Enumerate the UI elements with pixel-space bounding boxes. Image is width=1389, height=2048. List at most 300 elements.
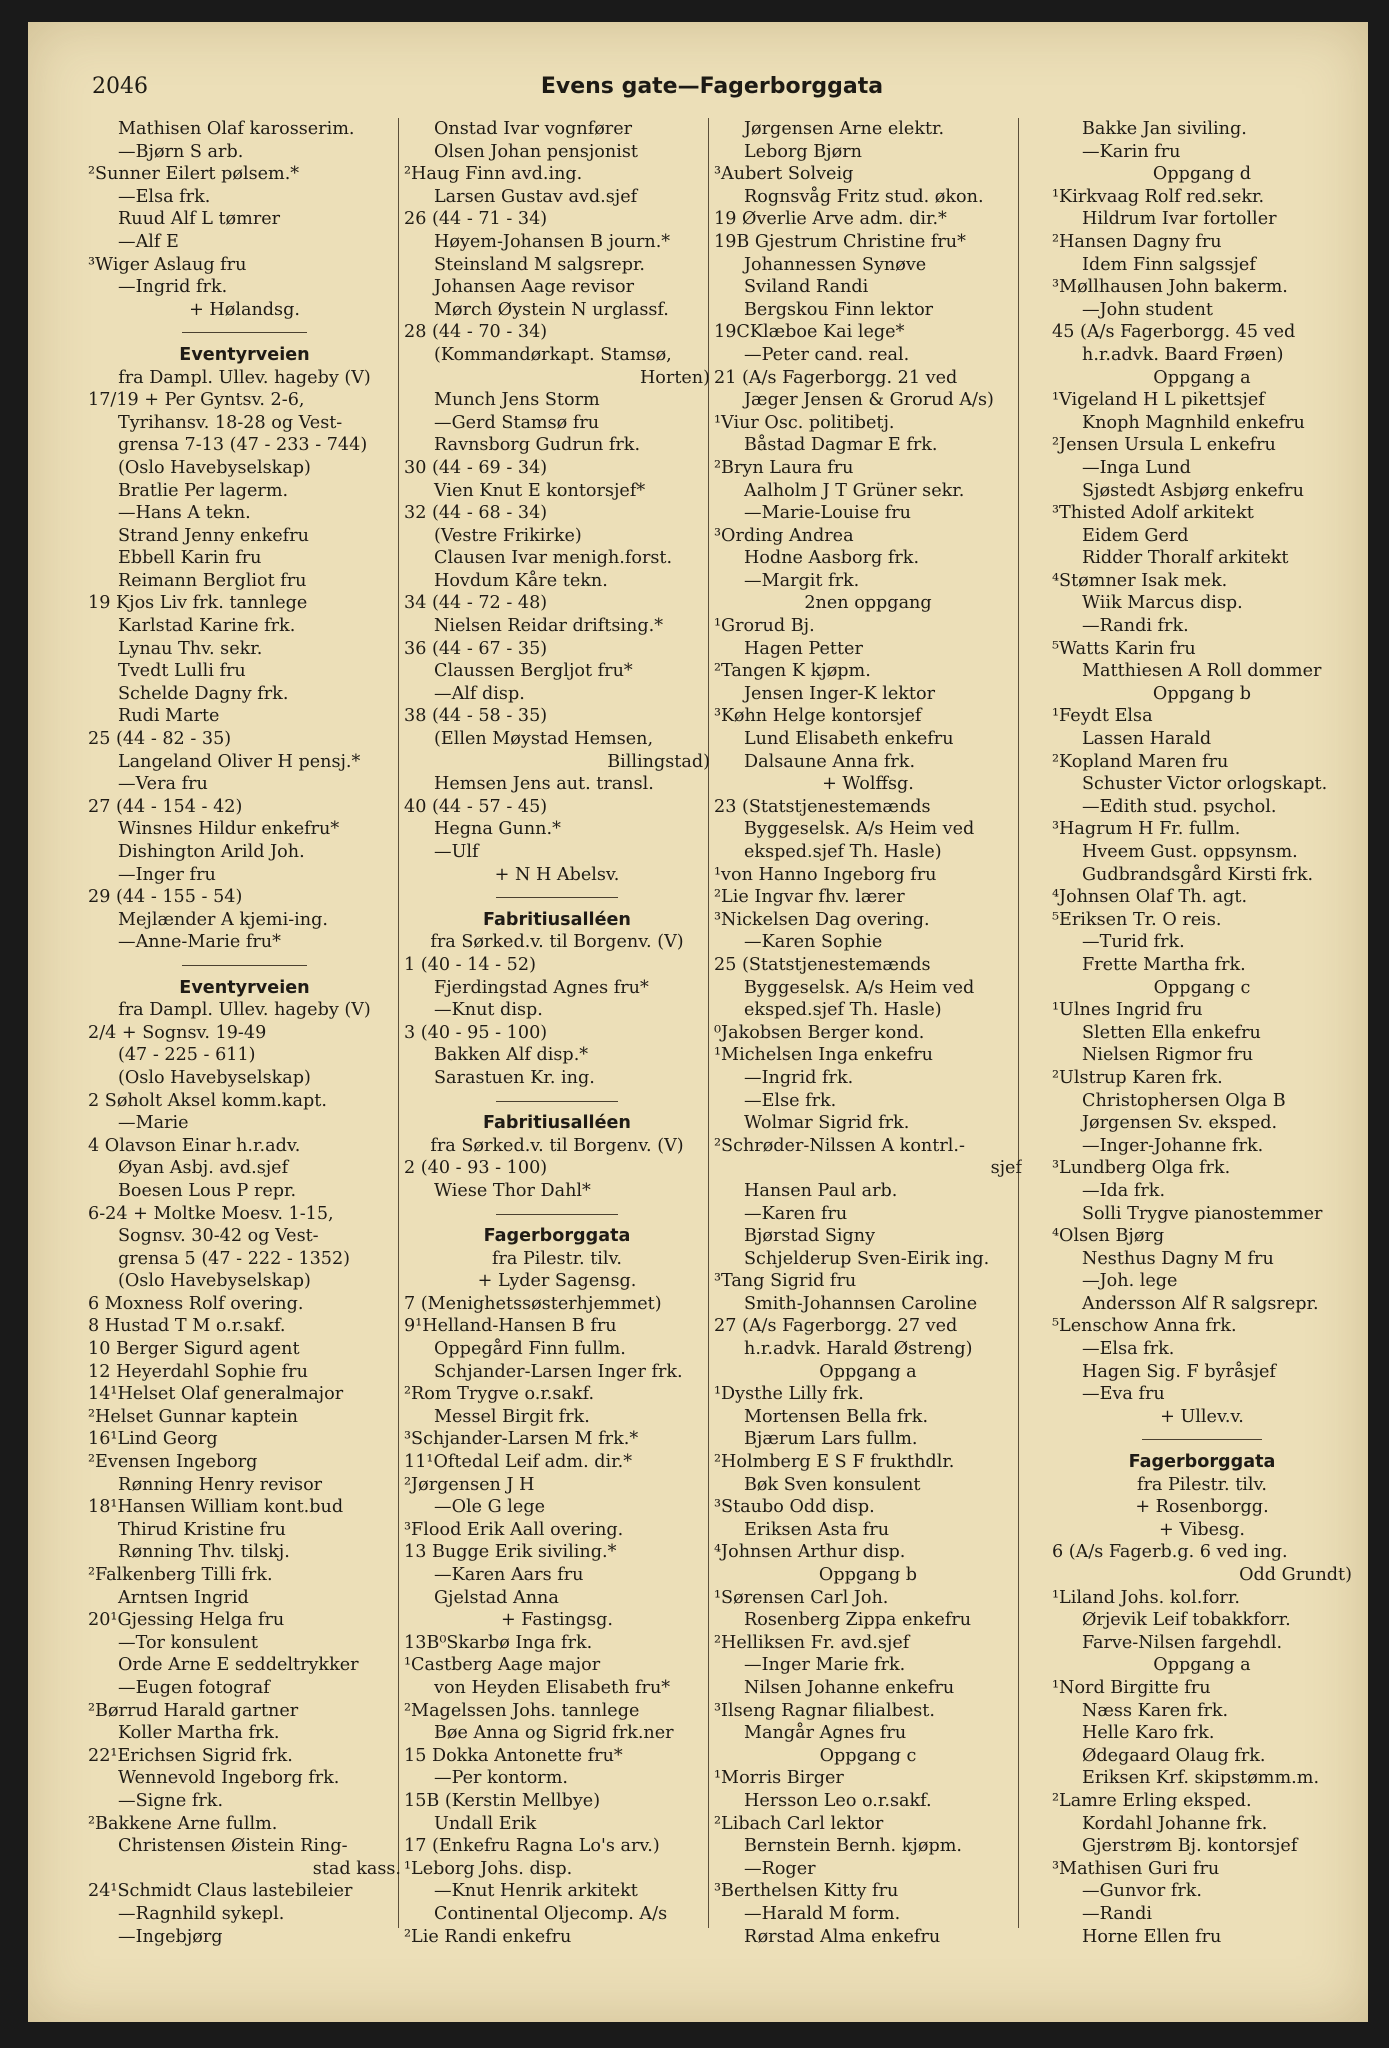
directory-entry: —Gunvor frk. — [1082, 1881, 1203, 1902]
directory-entry: Bøk Sven konsulent — [744, 1474, 921, 1495]
section-divider — [404, 886, 710, 909]
directory-entry: ¹Feydt Elsa — [1052, 706, 1153, 727]
directory-entry: ⁴Johnsen Arthur disp. — [714, 1542, 906, 1563]
directory-entry: 19 Kjos Liv frk. tannlege — [88, 593, 308, 614]
directory-entry: —Ingebjørg — [118, 1926, 223, 1947]
directory-entry: Solli Trygve pianostemmer — [1082, 1203, 1323, 1224]
directory-entry: + Vibesg. — [1159, 1519, 1245, 1540]
directory-entry: —Ingrid frk. — [744, 1067, 854, 1088]
directory-entry: ²Helliksen Fr. avd.sjef — [714, 1632, 910, 1653]
directory-entry: —Bjørn S arb. — [118, 141, 244, 162]
directory-entry: 10 Berger Sigurd agent — [88, 1339, 300, 1360]
directory-entry: h.r.advk. Harald Østreng) — [744, 1339, 973, 1360]
directory-entry: 45 (A/s Fagerborgg. 45 ved — [1052, 322, 1296, 343]
directory-entry: ²Ulstrup Karen frk. — [1052, 1067, 1223, 1088]
directory-entry: eksped.sjef Th. Hasle) — [744, 1000, 942, 1021]
directory-entry: Bratlie Per lagerm. — [118, 480, 289, 501]
directory-entry: Koller Martha frk. — [118, 1723, 280, 1744]
directory-entry: Claussen Bergljot fru* — [434, 661, 633, 682]
directory-entry: 13B⁰Skarbø Inga frk. — [404, 1632, 593, 1653]
section-divider — [88, 954, 401, 977]
directory-entry: ³Berthelsen Kitty fru — [714, 1881, 899, 1902]
directory-entry: Hansen Paul arb. — [744, 1180, 898, 1201]
directory-entry: ¹Dysthe Lilly frk. — [714, 1384, 864, 1405]
street-heading: Fabritiusalléen — [483, 909, 631, 930]
directory-entry: —Ingrid frk. — [118, 277, 228, 298]
directory-entry: ²Tangen K kjøpm. — [714, 661, 871, 682]
directory-entry: ²Jørgensen J H — [404, 1474, 535, 1495]
directory-entry: Continental Oljecomp. A/s — [434, 1903, 668, 1924]
directory-entry: + Lyder Sagensg. — [477, 1271, 637, 1292]
directory-entry: —Karen Aars fru — [434, 1565, 584, 1585]
directory-entry: 6 (A/s Fagerb.g. 6 ved ing. — [1052, 1542, 1288, 1563]
directory-entry: ¹Kirkvaag Rolf red.sekr. — [1052, 186, 1265, 207]
directory-entry: Mathisen Olaf karosserim. — [118, 119, 355, 139]
directory-entry: —Peter cand. real. — [744, 344, 910, 365]
directory-entry: Nilsen Johanne enkefru — [744, 1677, 955, 1698]
directory-entry: ¹Castberg Aage major — [404, 1655, 601, 1676]
directory-entry: —Eugen fotograf — [118, 1677, 270, 1698]
directory-entry: Karlstad Karine frk. — [118, 616, 296, 637]
directory-entry: h.r.advk. Baard Frøen) — [1082, 344, 1284, 365]
directory-entry: 22¹Erichsen Sigrid frk. — [88, 1745, 293, 1766]
directory-entry: fra Dampl. Ullev. hageby (V) — [118, 1000, 371, 1021]
directory-entry: ²Sunner Eilert pølsem.* — [88, 164, 300, 185]
directory-entry: 20¹Gjessing Helga fru — [88, 1610, 285, 1631]
directory-entry: Rønning Thv. tilskj. — [118, 1542, 290, 1563]
directory-entry: ²Falkenberg Tilli frk. — [88, 1565, 273, 1585]
directory-entry: Schjander-Larsen Inger frk. — [434, 1361, 683, 1382]
directory-entry: Oppgang c — [819, 1745, 917, 1766]
directory-entry: ²Lie Ingvar fhv. lærer — [714, 887, 905, 908]
directory-entry: ²Jensen Ursula L enkefru — [1052, 435, 1276, 456]
directory-entry: 6 Moxness Rolf overing. — [88, 1293, 304, 1314]
directory-entry: ¹Vigeland H L pikettsjef — [1052, 390, 1265, 411]
directory-entry: 8 Hustad T M o.r.sakf. — [88, 1316, 286, 1337]
directory-entry: Orde Arne E seddeltrykker — [118, 1655, 359, 1676]
directory-entry: ²Evensen Ingeborg — [88, 1452, 258, 1473]
directory-entry: ¹Michelsen Inga enkefru — [714, 1045, 933, 1066]
directory-entry: 6-24 + Moltke Moesv. 1-15, — [88, 1203, 334, 1224]
directory-entry: 27 (44 - 154 - 42) — [88, 796, 243, 817]
section-divider — [1052, 1428, 1352, 1451]
directory-entry: 11¹Oftedal Leif adm. dir.* — [404, 1452, 633, 1473]
directory-entry: Oppgang a — [1153, 1655, 1251, 1676]
directory-entry: Christensen Øistein Ring- — [118, 1836, 348, 1857]
directory-entry: ²Lamre Erling eksped. — [1052, 1790, 1252, 1811]
directory-entry: Nielsen Reidar driftsing.* — [434, 616, 663, 637]
directory-entry: ¹Sørensen Carl Joh. — [714, 1587, 889, 1608]
directory-entry: Hagen Sig. F byråsjef — [1082, 1361, 1276, 1382]
directory-entry: Tvedt Lulli fru — [118, 661, 246, 682]
directory-entry: 40 (44 - 57 - 45) — [404, 796, 548, 817]
directory-entry: —Elsa frk. — [118, 186, 211, 207]
directory-entry: ³Ilseng Ragnar filialbest. — [714, 1700, 935, 1721]
directory-entry: ²Holmberg E S F frukthdlr. — [714, 1452, 955, 1473]
directory-entry: (Oslo Havebyselskap) — [118, 1067, 311, 1088]
directory-entry: —Gerd Stamsø fru — [434, 412, 600, 433]
directory-entry: Sletten Ella enkefru — [1082, 1022, 1261, 1043]
directory-entry: 2nen oppgang — [804, 593, 932, 614]
directory-entry: ²Bakkene Arne fullm. — [88, 1813, 278, 1834]
directory-entry: 36 (44 - 67 - 35) — [404, 638, 548, 659]
directory-entry: ²Bryn Laura fru — [714, 457, 854, 478]
directory-entry: ¹Viur Osc. politibetj. — [714, 412, 895, 433]
directory-entry: Rudi Marte — [118, 706, 220, 727]
directory-entry: Hildrum Ivar fortoller — [1082, 209, 1277, 230]
directory-entry: fra Pilestr. tilv. — [491, 1248, 623, 1269]
directory-entry: Gjelstad Anna — [434, 1587, 559, 1608]
directory-entry: Gudbrandsgård Kirsti frk. — [1082, 864, 1314, 885]
directory-entry: Messel Birgit frk. — [434, 1406, 590, 1427]
directory-entry: 19B Gjestrum Christine fru* — [714, 231, 966, 252]
directory-entry: (Oslo Havebyselskap) — [118, 1271, 311, 1292]
directory-entry: Hagen Petter — [744, 638, 863, 659]
directory-entry: Wiik Marcus disp. — [1082, 593, 1243, 614]
directory-entry: ²Magelssen Johs. tannlege — [404, 1700, 640, 1721]
directory-entry: ²Lie Randi enkefru — [404, 1926, 572, 1947]
directory-entry: —Ragnhild sykepl. — [118, 1903, 285, 1924]
directory-entry: Nielsen Rigmor fru — [1082, 1045, 1254, 1066]
directory-entry: + Ullev.v. — [1160, 1406, 1244, 1427]
directory-column-4 — [1052, 118, 1352, 1948]
directory-entry: 17/19 + Per Gyntsv. 2-6, — [88, 390, 305, 411]
directory-entry: ³Køhn Helge kontorsjef — [714, 706, 922, 727]
directory-entry: Matthiesen A Roll dommer — [1082, 661, 1322, 682]
directory-entry: —Knut Henrik arkitekt — [434, 1881, 638, 1902]
directory-entry: Mørch Øystein N urglassf. — [434, 299, 669, 320]
directory-entry: ³Møllhausen John bakerm. — [1052, 277, 1288, 298]
directory-entry: grensa 7-13 (47 - 233 - 744) — [118, 435, 368, 456]
directory-entry: Sviland Randi — [744, 277, 869, 298]
directory-entry: Mejlænder A kjemi-ing. — [118, 909, 328, 930]
directory-entry: —Joh. lege — [1082, 1271, 1178, 1292]
directory-entry: Steinsland M salgsrepr. — [434, 254, 646, 275]
directory-entry: Clausen Ivar menigh.forst. — [434, 548, 673, 569]
directory-entry: 32 (44 - 68 - 34) — [404, 503, 548, 524]
directory-entry: Rosenberg Zippa enkefru — [744, 1610, 972, 1631]
directory-entry: Nesthus Dagny M fru — [1082, 1248, 1274, 1269]
directory-entry: —Inger-Johanne frk. — [1082, 1135, 1264, 1156]
directory-entry: 3 (40 - 95 - 100) — [404, 1022, 548, 1043]
directory-entry: 38 (44 - 58 - 35) — [404, 706, 548, 727]
directory-entry: ¹von Hanno Ingeborg fru — [714, 864, 937, 885]
directory-entry: Eriksen Asta fru — [744, 1519, 890, 1540]
directory-entry: ³Thisted Adolf arkitekt — [1052, 503, 1254, 524]
directory-entry: Helle Karo frk. — [1082, 1723, 1215, 1744]
directory-entry: —Elsa frk. — [1082, 1339, 1175, 1360]
directory-entry: ²Haug Finn avd.ing. — [404, 164, 583, 185]
directory-entry: ⁵Watts Karin fru — [1052, 638, 1196, 659]
directory-entry: —Roger — [744, 1858, 816, 1879]
directory-entry: —Marie — [118, 1113, 189, 1134]
directory-entry: —Karen fru — [744, 1203, 848, 1224]
directory-entry: ⁴Olsen Bjørg — [1052, 1226, 1165, 1247]
directory-entry: —Vera fru — [118, 774, 208, 795]
directory-entry: + Wolffsg. — [822, 774, 914, 795]
directory-entry: 21 (A/s Fagerborgg. 21 ved — [714, 367, 958, 388]
directory-entry: Hveem Gust. oppsynsm. — [1082, 842, 1298, 862]
section-divider — [404, 1203, 710, 1226]
directory-entry: ³Schjander-Larsen M frk.* — [404, 1429, 639, 1450]
directory-entry: Ørjevik Leif tobakkforr. — [1082, 1610, 1291, 1631]
directory-entry: 30 (44 - 69 - 34) — [404, 457, 548, 478]
directory-entry: 1 (40 - 14 - 52) — [404, 954, 536, 975]
directory-entry: Dishington Arild Joh. — [118, 842, 305, 862]
directory-entry: —Randi frk. — [1082, 616, 1189, 637]
directory-entry: Oppgang b — [1152, 683, 1252, 704]
directory-entry: —John student — [1082, 299, 1213, 320]
directory-entry: Andersson Alf R salgsrepr. — [1082, 1293, 1319, 1314]
directory-entry: Winsnes Hildur enkefru* — [118, 819, 340, 840]
directory-entry: —Knut disp. — [434, 1000, 543, 1021]
directory-entry: Smith-Johannsen Caroline — [744, 1293, 978, 1314]
directory-entry: (Oslo Havebyselskap) — [118, 457, 311, 478]
directory-entry: Gjerstrøm Bj. kontorsjef — [1082, 1836, 1298, 1857]
directory-entry: ¹Grorud Bj. — [714, 616, 815, 637]
directory-entry: 14¹Helset Olaf generalmajor — [88, 1384, 344, 1405]
directory-entry: Oppgang d — [1152, 164, 1252, 185]
directory-entry: —Edith stud. psychol. — [1082, 796, 1277, 817]
directory-entry: Eidem Gerd — [1082, 525, 1189, 546]
directory-entry: Oppgang a — [819, 1361, 917, 1382]
directory-entry: ²Rom Trygve o.r.sakf. — [404, 1384, 595, 1405]
directory-entry: Rønning Henry revisor — [118, 1474, 323, 1495]
directory-entry: Strand Jenny enkefru — [118, 525, 309, 546]
street-heading: Fagerborggata — [483, 1226, 631, 1247]
directory-entry: ¹Leborg Johs. disp. — [404, 1858, 573, 1879]
directory-entry: Næss Karen frk. — [1082, 1700, 1229, 1721]
directory-entry: Olsen Johan pensjonist — [434, 141, 638, 162]
directory-entry: Eriksen Krf. skipstømm.m. — [1082, 1768, 1320, 1789]
directory-entry: ¹Liland Johs. kol.forr. — [1052, 1587, 1240, 1608]
directory-entry: —Ole G lege — [434, 1497, 546, 1518]
directory-entry: (Vestre Frikirke) — [434, 525, 582, 546]
directory-entry: Jæger Jensen & Grorud A/s) — [744, 390, 994, 411]
directory-entry: stad kass. — [312, 1858, 401, 1879]
directory-entry: Høyem-Johansen B journ.* — [434, 231, 671, 252]
directory-entry: Oppgang b — [818, 1565, 918, 1585]
directory-entry: 4 Olavson Einar h.r.adv. — [88, 1135, 301, 1156]
directory-entry: Byggeselsk. A/s Heim ved — [744, 977, 975, 998]
directory-entry: fra Sørked.v. til Borgenv. (V) — [430, 1135, 684, 1156]
directory-entry: Lynau Thv. sekr. — [118, 638, 263, 659]
directory-entry: —Alf E — [118, 231, 179, 252]
directory-entry: 15 Dokka Antonette fru* — [404, 1745, 623, 1766]
directory-entry: Oppgang a — [1153, 367, 1251, 388]
directory-entry: —Harald M form. — [744, 1903, 901, 1924]
directory-entry: + N H Abelsv. — [494, 864, 620, 885]
directory-entry: fra Dampl. Ullev. hageby (V) — [118, 367, 371, 388]
directory-entry: ²Børrud Harald gartner — [88, 1700, 299, 1721]
directory-entry: ¹Morris Birger — [714, 1768, 844, 1789]
directory-entry: Øyan Asbj. avd.sjef — [118, 1158, 289, 1179]
directory-entry: Oppegård Finn fullm. — [434, 1339, 626, 1360]
directory-entry: Aalholm J T Grüner sekr. — [744, 480, 965, 501]
directory-entry: —Signe frk. — [118, 1790, 224, 1811]
directory-entry: Bergskou Finn lektor — [744, 299, 934, 320]
directory-entry: —Karen Sophie — [744, 932, 883, 953]
directory-entry: ²Kopland Maren fru — [1052, 751, 1229, 772]
directory-entry: Schelde Dagny frk. — [118, 683, 289, 704]
directory-entry: 26 (44 - 71 - 34) — [404, 209, 548, 230]
directory-entry: Ødegaard Olaug frk. — [1082, 1745, 1266, 1766]
section-divider — [88, 321, 401, 344]
page-title: Evens gate—Fagerborggata — [540, 74, 884, 99]
directory-entry: Johannessen Synøve — [744, 254, 927, 275]
directory-entry: ³Aubert Solveig — [714, 164, 854, 185]
directory-entry: Hemsen Jens aut. transl. — [434, 774, 654, 795]
directory-entry: ³Flood Erik Aall overing. — [404, 1519, 624, 1540]
directory-entry: ⁵Lenschow Anna frk. — [1052, 1316, 1237, 1337]
directory-entry: ⁴Johnsen Olaf Th. agt. — [1052, 887, 1248, 908]
directory-entry: (Ellen Møystad Hemsen, — [434, 729, 654, 750]
directory-entry: ³Mathisen Guri fru — [1052, 1858, 1220, 1879]
directory-entry: Frette Martha frk. — [1082, 954, 1246, 975]
directory-entry: sjef — [990, 1158, 1022, 1179]
directory-entry: 19CKlæboe Kai lege* — [714, 322, 905, 343]
directory-entry: 13 Bugge Erik siviling.* — [404, 1542, 617, 1563]
directory-entry: Idem Finn salgssjef — [1082, 254, 1256, 275]
directory-entry: 2/4 + Sognsv. 19-49 — [88, 1022, 267, 1043]
directory-column-1 — [88, 118, 401, 1948]
directory-entry: ¹Nord Birgitte fru — [1052, 1677, 1211, 1698]
directory-entry: ³Tang Sigrid fru — [714, 1271, 857, 1292]
directory-entry: + Hølandsg. — [189, 299, 300, 320]
directory-entry: Wolmar Sigrid frk. — [744, 1113, 910, 1134]
directory-entry: Bøe Anna og Sigrid frk.ner — [434, 1723, 674, 1744]
directory-entry: Undall Erik — [434, 1813, 537, 1834]
directory-entry: Mangår Agnes fru — [744, 1723, 907, 1744]
directory-entry: Tyrihansv. 18-28 og Vest- — [118, 412, 343, 433]
directory-entry: —Else frk. — [744, 1090, 837, 1111]
directory-entry: 12 Heyerdahl Sophie fru — [88, 1361, 308, 1382]
directory-entry: Bakke Jan siviling. — [1082, 119, 1247, 139]
directory-entry: Båstad Dagmar E frk. — [744, 435, 938, 456]
directory-entry: 34 (44 - 72 - 48) — [404, 593, 548, 614]
directory-entry: —Hans A tekn. — [118, 503, 251, 524]
directory-entry: —Per kontorm. — [434, 1768, 568, 1789]
directory-entry: Mortensen Bella frk. — [744, 1406, 929, 1427]
directory-entry: —Margit frk. — [744, 570, 860, 591]
street-heading: Eventyrveien — [179, 344, 310, 365]
directory-entry: Schjelderup Sven-Eirik ing. — [744, 1248, 990, 1269]
directory-entry: Jørgensen Sv. eksped. — [1082, 1113, 1278, 1134]
directory-entry: ⁰Jakobsen Berger kond. — [714, 1022, 925, 1043]
directory-entry: Boesen Lous P repr. — [118, 1180, 297, 1201]
directory-entry: Jensen Inger-K lektor — [744, 683, 935, 704]
directory-entry: ³Hagrum H Fr. fullm. — [1052, 819, 1241, 840]
directory-entry: Hovdum Kåre tekn. — [434, 570, 608, 591]
directory-entry: (Kommandørkapt. Stamsø, — [434, 344, 672, 365]
directory-entry: eksped.sjef Th. Hasle) — [744, 842, 942, 862]
directory-entry: Vien Knut E kontorsjef* — [434, 480, 646, 501]
section-divider — [404, 1090, 710, 1113]
directory-column-2 — [404, 118, 710, 1948]
directory-entry: 9¹Helland-Hansen B fru — [404, 1316, 617, 1337]
directory-entry: Kordahl Johanne frk. — [1082, 1813, 1268, 1834]
directory-entry: Schuster Victor orlogskapt. — [1082, 774, 1328, 795]
directory-entry: 28 (44 - 70 - 34) — [404, 322, 548, 343]
directory-column-3 — [714, 118, 1022, 1948]
directory-entry: ³Ording Andrea — [714, 525, 854, 546]
directory-entry: Sjøstedt Asbjørg enkefru — [1082, 480, 1304, 501]
directory-entry: Reimann Bergliot fru — [118, 570, 307, 591]
directory-entry: Billingstad) — [607, 751, 710, 772]
directory-entry: ³Staubo Odd disp. — [714, 1497, 875, 1518]
street-heading: Fabritiusalléen — [483, 1113, 631, 1134]
directory-entry: 25 (44 - 82 - 35) — [88, 729, 232, 750]
directory-entry: 27 (A/s Fagerborgg. 27 ved — [714, 1316, 958, 1337]
directory-entry: 23 (Statstjenestemænds — [714, 796, 931, 817]
directory-entry: ³Lundberg Olga frk. — [1052, 1158, 1231, 1179]
street-heading: Eventyrveien — [179, 977, 310, 998]
directory-entry: Dalsaune Anna frk. — [744, 751, 916, 772]
directory-entry: —Ulf — [434, 842, 479, 862]
directory-entry: 29 (44 - 155 - 54) — [88, 887, 243, 908]
directory-entry: ³Wiger Aslaug fru — [88, 254, 247, 275]
directory-entry: 24¹Schmidt Claus lastebileier — [88, 1881, 353, 1902]
directory-entry: Munch Jens Storm — [434, 390, 600, 411]
directory-entry: + Rosenborgg. — [1135, 1497, 1269, 1518]
directory-entry: —Alf disp. — [434, 683, 525, 704]
directory-entry: Oppgang c — [1153, 977, 1251, 998]
page-header — [62, 74, 1362, 104]
directory-entry: Wiese Thor Dahl* — [434, 1180, 591, 1201]
directory-entry: ²Libach Carl lektor — [714, 1813, 884, 1834]
directory-entry: Leborg Bjørn — [744, 141, 862, 162]
directory-entry: 25 (Statstjenestemænds — [714, 954, 931, 975]
directory-entry: 19 Øverlie Arve adm. dir.* — [714, 209, 947, 230]
directory-entry: Ruud Alf L tømrer — [118, 209, 281, 230]
directory-entry: fra Sørked.v. til Borgenv. (V) — [430, 932, 684, 953]
directory-entry: —Anne-Marie fru* — [118, 932, 281, 953]
directory-entry: fra Pilestr. tilv. — [1136, 1474, 1268, 1495]
directory-entry: —Inger Marie frk. — [744, 1655, 906, 1676]
directory-entry: Langeland Oliver H pensj.* — [118, 751, 361, 772]
directory-entry: Rørstad Alma enkefru — [744, 1926, 941, 1947]
directory-entry: + Fastingsg. — [500, 1610, 614, 1631]
directory-entry: —Karin fru — [1082, 141, 1181, 162]
directory-entry: ²Schrøder-Nilssen A kontrl.- — [714, 1135, 965, 1156]
directory-entry: Hodne Aasborg frk. — [744, 548, 920, 569]
directory-entry: ⁴Stømner Isak mek. — [1052, 570, 1228, 591]
directory-entry: Ridder Thoralf arkitekt — [1082, 548, 1289, 569]
directory-entry: Ravnsborg Gudrun frk. — [434, 435, 641, 456]
street-heading: Fagerborggata — [1128, 1452, 1276, 1473]
directory-entry: —Inga Lund — [1082, 457, 1191, 478]
directory-entry: Knoph Magnhild enkefru — [1082, 412, 1305, 433]
directory-entry: Ebbell Karin fru — [118, 548, 262, 569]
directory-entry: grensa 5 (47 - 222 - 1352) — [118, 1248, 351, 1269]
directory-entry: Horten) — [639, 367, 710, 388]
directory-entry: 2 Søholt Aksel komm.kapt. — [88, 1090, 327, 1111]
directory-entry: 17 (Enkefru Ragna Lo's arv.) — [404, 1836, 660, 1857]
directory-entry: —Eva fru — [1082, 1384, 1165, 1405]
directory-entry: 15B (Kerstin Mellbye) — [404, 1790, 601, 1811]
directory-entry: Byggeselsk. A/s Heim ved — [744, 819, 975, 840]
directory-entry: ⁵Eriksen Tr. O reis. — [1052, 909, 1222, 930]
directory-entry: Johansen Aage revisor — [434, 277, 635, 298]
directory-entry: Bernstein Bernh. kjøpm. — [744, 1836, 962, 1857]
directory-entry: —Turid frk. — [1082, 932, 1185, 953]
directory-entry: Larsen Gustav avd.sjef — [434, 186, 638, 207]
directory-entry: 16¹Lind Georg — [88, 1429, 218, 1450]
directory-entry: Sarastuen Kr. ing. — [434, 1067, 595, 1088]
directory-entry: Hersson Leo o.r.sakf. — [744, 1790, 932, 1811]
directory-entry: ³Nickelsen Dag overing. — [714, 909, 930, 930]
directory-entry: Fjerdingstad Agnes fru* — [434, 977, 649, 998]
